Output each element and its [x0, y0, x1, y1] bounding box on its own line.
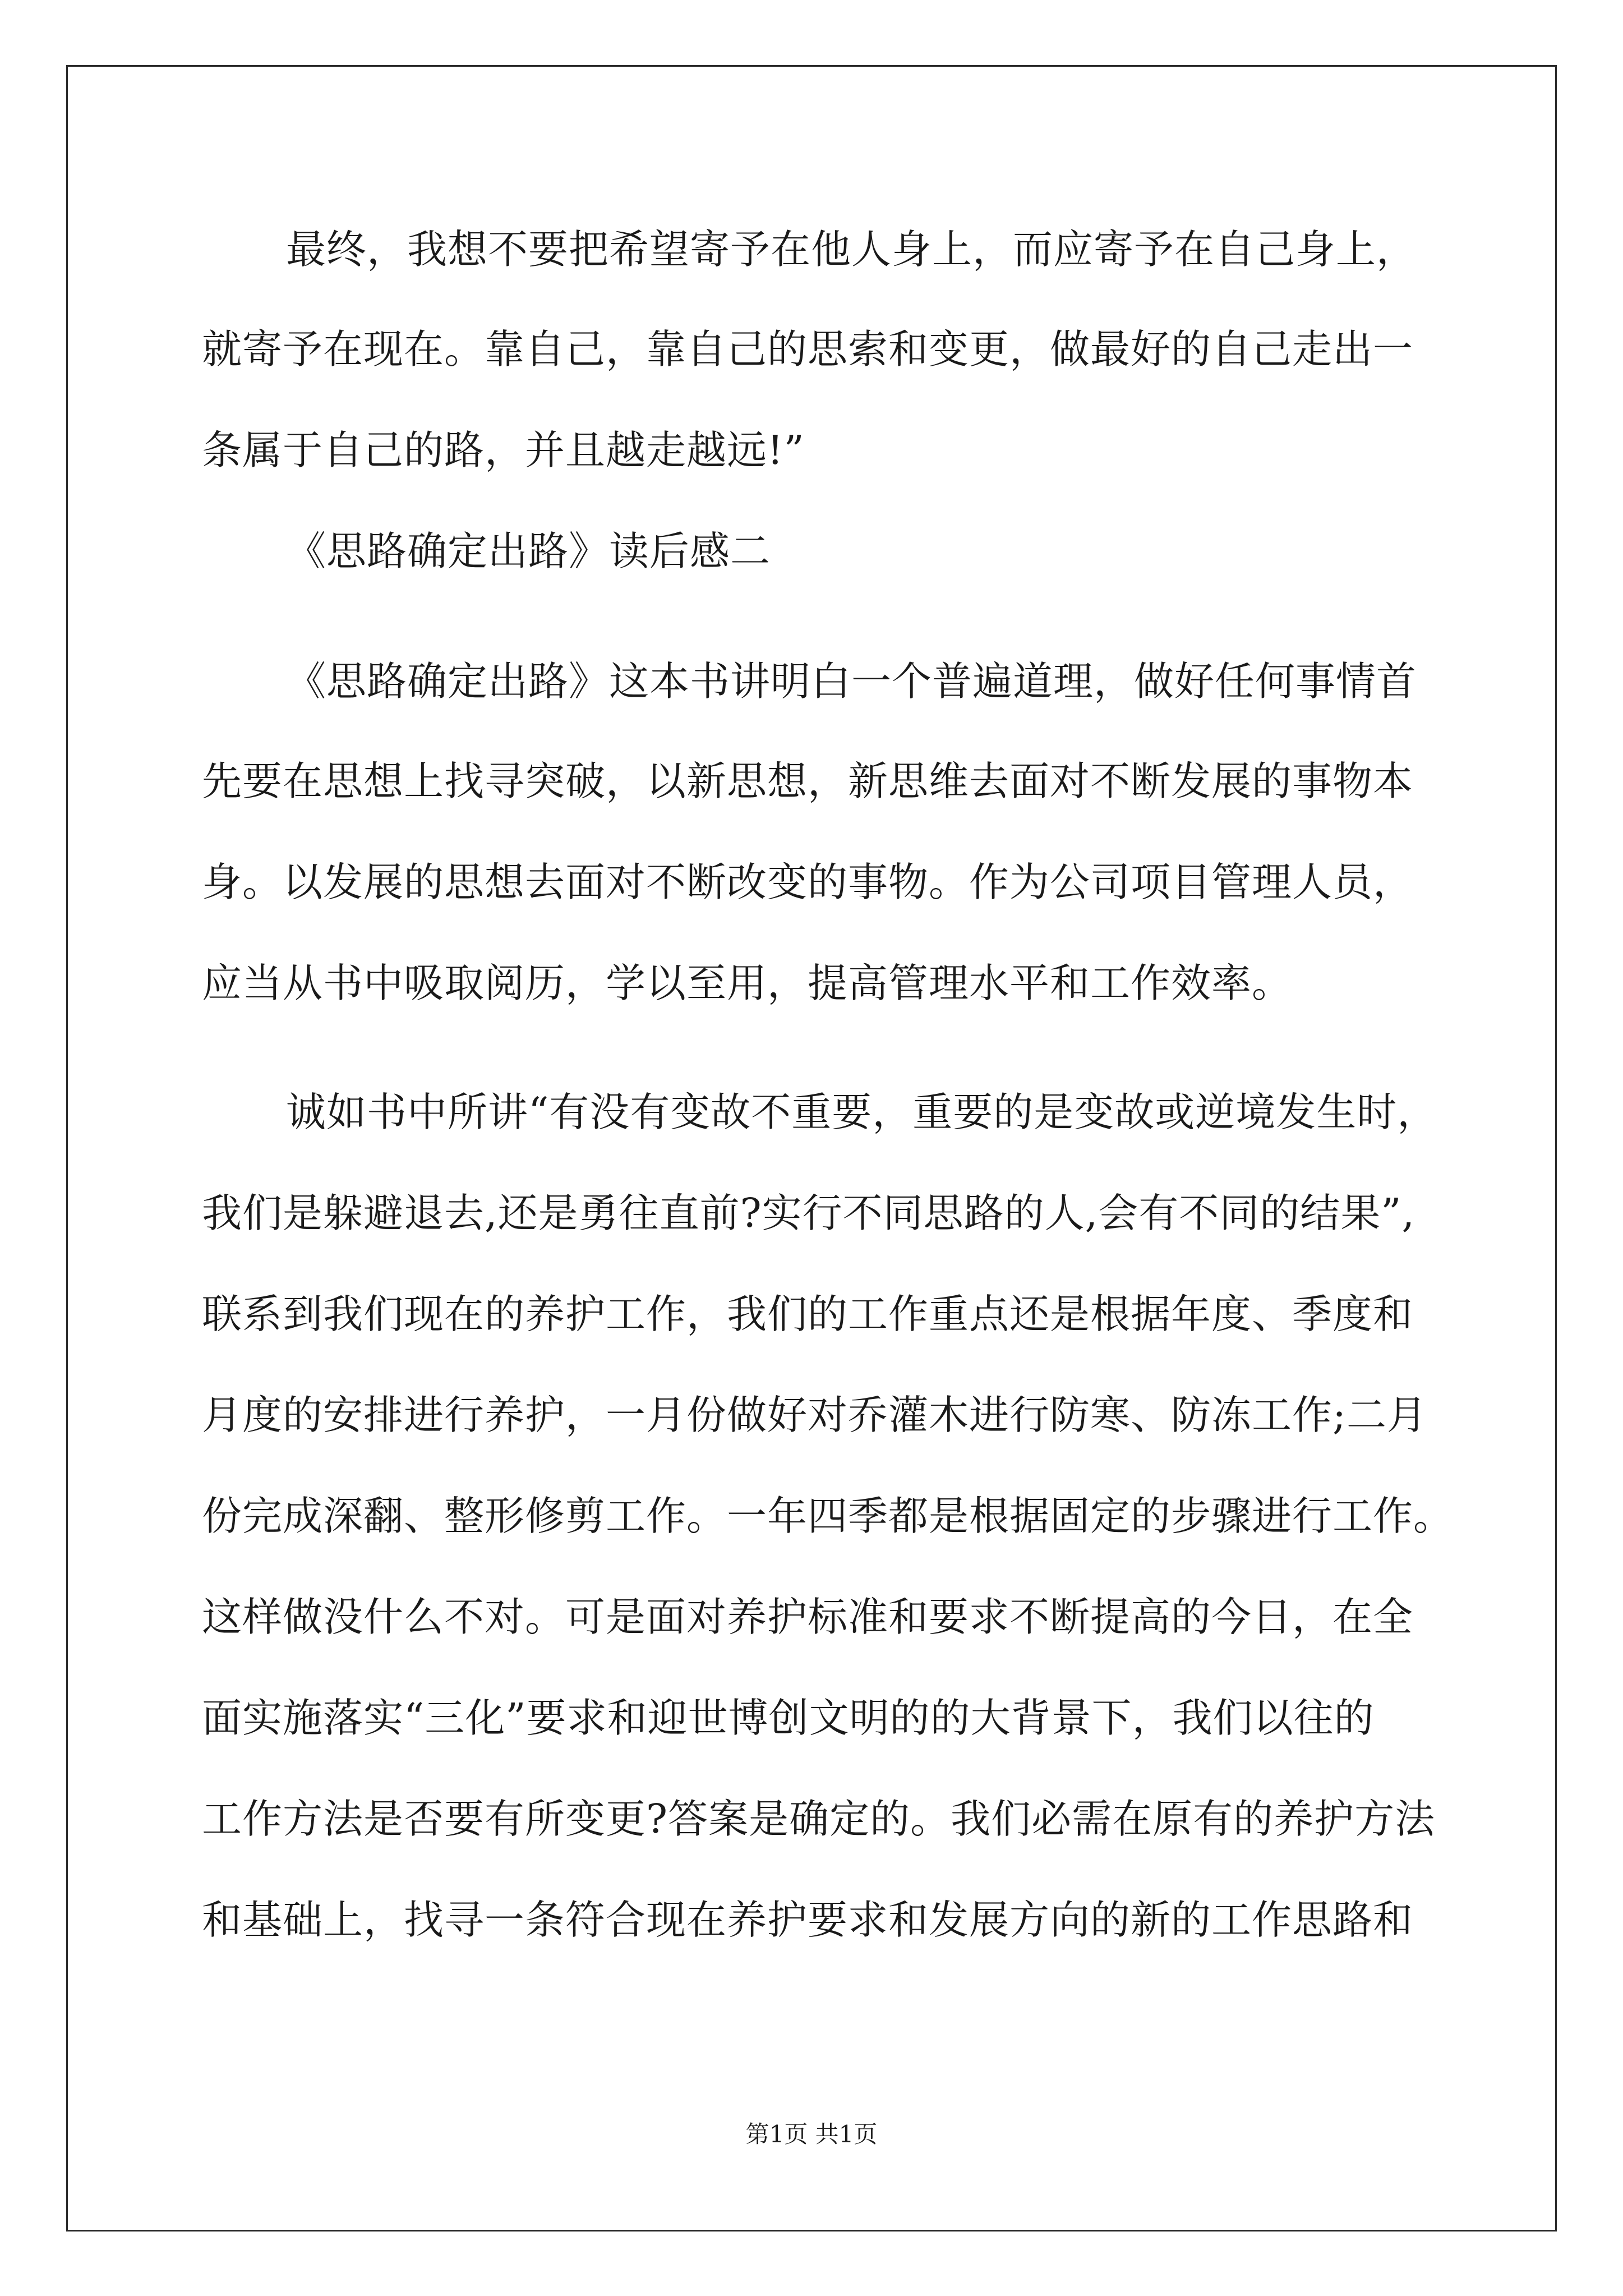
paragraph-3-line-4: 月度的安排进行养护，一月份做好对乔灌木进行防寒、防冻工作;二月	[202, 1392, 1427, 1438]
paragraph-2-line-3: 身。以发展的思想去面对不断改变的事物。作为公司项目管理人员，	[202, 859, 1414, 905]
paragraph-1-line-2: 就寄予在现在。靠自己，靠自己的思索和变更，做最好的自己走出一	[202, 326, 1414, 372]
paragraph-3-line-3: 联系到我们现在的养护工作，我们的工作重点还是根据年度、季度和	[202, 1291, 1414, 1337]
paragraph-1-line-3: 条属于自己的路，并且越走越远!”	[202, 427, 805, 473]
paragraph-3-line-2: 我们是躲避退去,还是勇往直前?实行不同思路的人,会有不同的结果”,	[202, 1190, 1415, 1236]
paragraph-2-line-2: 先要在思想上找寻突破，以新思想，新思维去面对不断发展的事物本	[202, 758, 1414, 804]
paragraph-2-line-1: 《思路确定出路》这本书讲明白一个普遍道理，做好任何事情首	[286, 658, 1417, 705]
paragraph-3-line-1: 诚如书中所讲“有没有变故不重要，重要的是变故或逆境发生时，	[286, 1089, 1438, 1135]
paragraph-3-line-8: 工作方法是否要有所变更?答案是确定的。我们必需在原有的养护方法	[202, 1796, 1436, 1842]
paragraph-3-line-7: 面实施落实“三化”要求和迎世博创文明的的大背景下，我们以往的	[202, 1695, 1375, 1741]
paragraph-3-line-9: 和基础上，找寻一条符合现在养护要求和发展方向的新的工作思路和	[202, 1897, 1414, 1943]
section-heading: 《思路确定出路》读后感二	[286, 528, 771, 574]
paragraph-3-line-6: 这样做没什么不对。可是面对养护标准和要求不断提高的今日，在全	[202, 1594, 1414, 1640]
paragraph-2-line-4: 应当从书中吸取阅历，学以至用，提高管理水平和工作效率。	[202, 960, 1293, 1006]
paragraph-3-line-5: 份完成深翻、整形修剪工作。一年四季都是根据固定的步骤进行工作。	[202, 1493, 1454, 1539]
paragraph-1-line-1: 最终，我想不要把希望寄予在他人身上，而应寄予在自己身上，	[286, 226, 1417, 273]
page-number-footer: 第1页 共1页	[745, 2120, 878, 2148]
